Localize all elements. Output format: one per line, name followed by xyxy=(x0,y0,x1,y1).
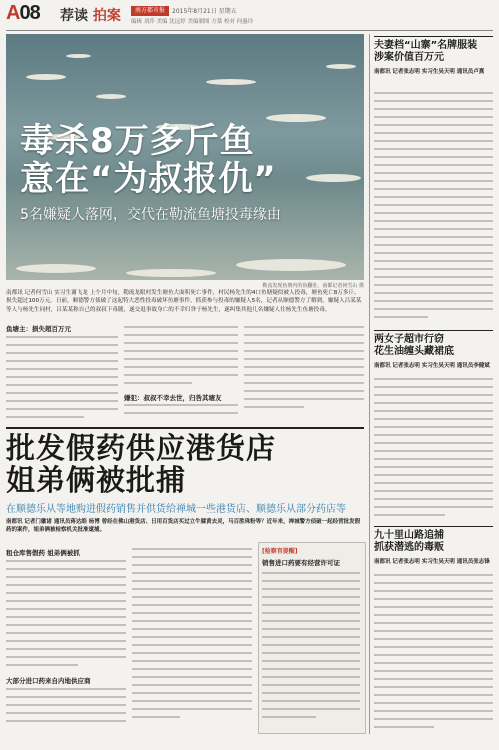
story-a-title-line2: 涉案价值百万元 xyxy=(374,52,444,63)
prosecutor-tip-title: 销售进口药要有经营许可证 xyxy=(262,559,340,567)
story2-col1-subtitle: 租仓库售假药 姐弟俩被抓 xyxy=(6,549,80,557)
story1-col2-text xyxy=(124,326,238,390)
story2-col1b-subtitle: 大部分进口药来自内地供应商 xyxy=(6,677,91,685)
story-c-title-line2: 抓获潜逃的毒贩 xyxy=(374,542,444,553)
story2-divider xyxy=(6,427,364,429)
story1-col3-text xyxy=(244,326,364,414)
story2-headline-line1: 批发假药供应港货店 xyxy=(6,431,277,465)
story-c-byline: 南都讯 记者张志明 实习生吴天明 通讯员张志锋 xyxy=(374,559,490,565)
column-divider xyxy=(369,34,370,734)
story1-col1-text xyxy=(6,336,118,424)
story-b-title-line2: 花生油缠头藏裙底 xyxy=(374,346,454,357)
prosecutor-tip-text xyxy=(262,572,360,724)
story2-lead: 南都讯 记者门徽诸 通讯员蒋达皓 杨博 曾经在佛山港货店、日用百货店买过立牛膝黄去灵，马百胜珠粉等？近年来，禅城警方侦破一起经营批发假药的案件，姐弟俩被检察机关批准逮捕。 xyxy=(6,519,361,533)
section-main: 荐读 xyxy=(60,8,88,24)
page-letter: A xyxy=(6,2,20,24)
story-a-byline: 南都讯 记者张志明 实习生吴天明 通讯员卢熹 xyxy=(374,69,485,75)
story2-headline xyxy=(6,432,276,496)
story1-headline xyxy=(20,122,277,198)
story2-subhead: 在顺德乐从等地购进假药销售并供货给禅城一些港货店、顺德乐从部分药店等 xyxy=(6,504,346,515)
story-b-byline: 南都讯 记者张志明 实习生吴天明 通讯员李健斌 xyxy=(374,363,490,369)
story1-col1-subtitle: 鱼塘主：损失超百万元 xyxy=(6,325,71,333)
story1-subhead: 5名嫌疑人落网，交代在勒流鱼塘投毒缘由 xyxy=(20,207,281,223)
story1-col2-subtitle: 嫌犯：叔叔不幸去世，归咎其塘友 xyxy=(124,394,222,402)
story1-col2b-text xyxy=(124,404,238,420)
story-c-rule xyxy=(374,526,493,527)
page-number xyxy=(6,2,40,25)
section-title xyxy=(60,5,121,25)
story1-headline-line1: 毒杀8万多斤鱼 xyxy=(20,121,255,161)
story2-col2-text xyxy=(132,548,252,724)
story-c-text xyxy=(374,574,493,734)
story-c xyxy=(374,526,493,566)
brand-logo: 南方都市报 xyxy=(131,6,169,16)
story-c-title-line1: 九十里山路追捕 xyxy=(374,530,444,541)
issue-date: 2015年8月21日 星期五 xyxy=(172,8,237,15)
story2-col1b-text xyxy=(6,688,126,728)
story-a-title-line1: 夫妻档“山寨”名牌服装 xyxy=(374,40,478,51)
story1-headline-line2: 意在“为叔报仇” xyxy=(20,159,277,199)
story-b-title-line1: 两女子超市行窃 xyxy=(374,334,444,345)
story-b xyxy=(374,330,493,370)
story-b-rule xyxy=(374,330,493,331)
story-a-rule xyxy=(374,36,493,37)
story-b-text xyxy=(374,378,493,522)
section-sub: 拍案 xyxy=(92,8,121,24)
photo-caption: 勒流发现鱼塘内的鱼翻肚。南都记者何雪山 摄 xyxy=(262,283,364,289)
story2-headline-line2: 姐弟俩被批捕 xyxy=(6,463,187,497)
prosecutor-tip-tag: [检察官提醒] xyxy=(262,548,298,555)
story2-col1-text xyxy=(6,560,126,672)
story-a xyxy=(374,36,493,76)
story1-lead: 南都讯 记者何雪山 实习生谢飞龙 上个月中旬，勒流龙眼村发生塘鱼大面积死亡事件，村民杨先生的4口鱼塘疑似被人投毒，塘鱼死亡8万多斤，损失超过100万元。日前，顺德警方侦破了这起特大恶性投毒破坏鱼塘事件，抓获参与投毒的嫌疑人5名，记者从顺德警方了解到，嫌疑人吕某某等人与杨先生同村，吕某某称自己的叔叔下毒随，遂交退事故身亡的不幸归咎于杨先生，遂纠集其他几名嫌疑人往杨先生鱼塘投毒。 xyxy=(6,290,362,313)
header-divider xyxy=(6,30,493,31)
editor-credits: 编辑 刘萍 美编 沈远婷 美编制图 方慕 校对 何惠玲 xyxy=(131,19,254,25)
masthead xyxy=(0,0,499,30)
page-number-digits: 08 xyxy=(19,2,40,24)
story-a-text xyxy=(374,92,493,324)
